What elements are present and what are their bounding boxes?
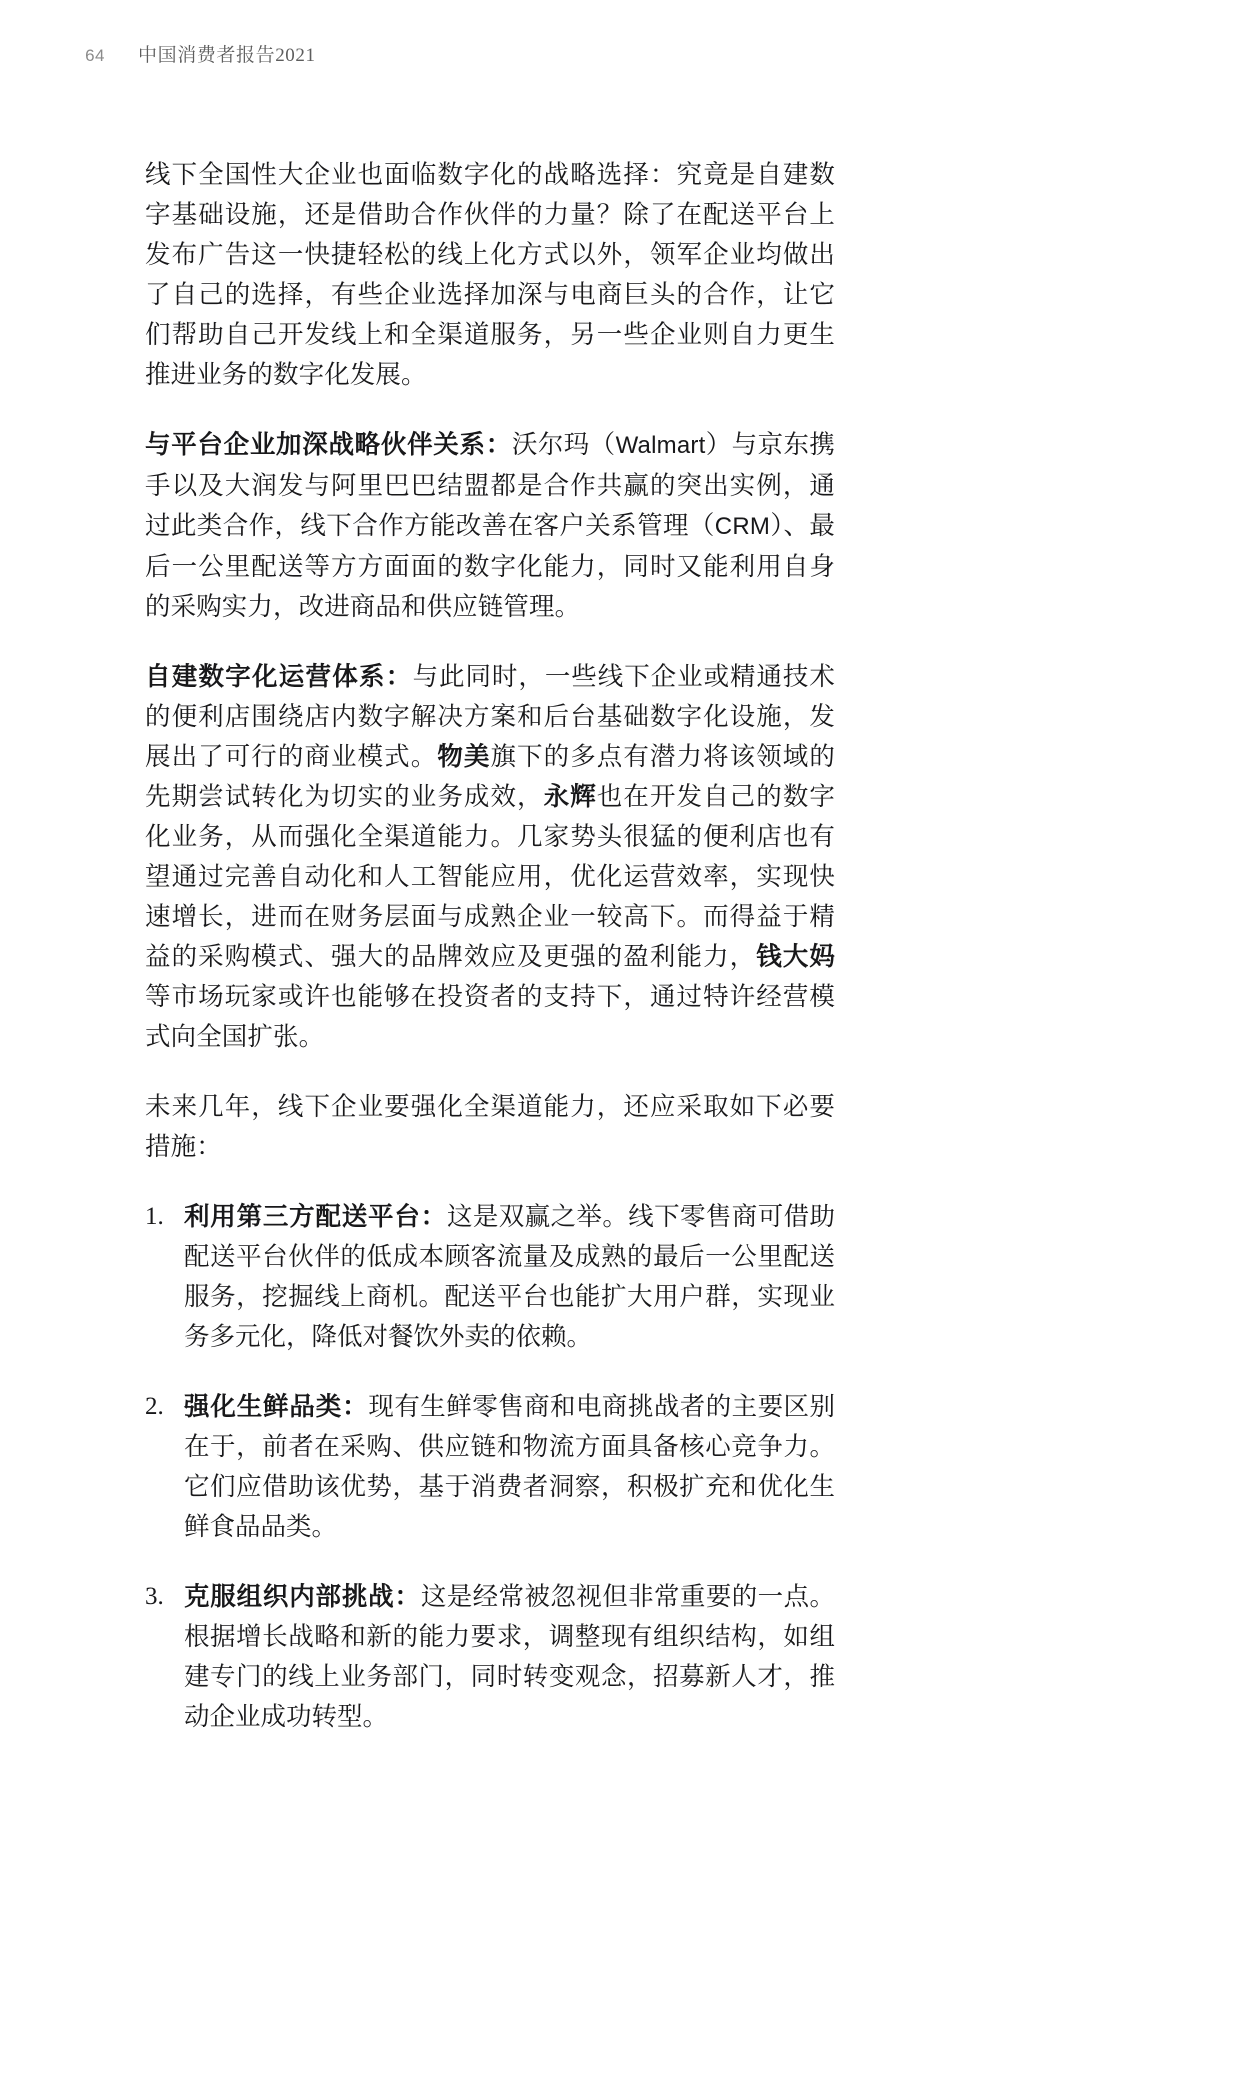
list-item-text: 这是经常被忽视但非常重要的一点。根据增长战略和新的能力要求，调整现有组织结构，如组建专门的线上业务部门，同时转变观念，招募新人才，推动企业成功转型。 [184, 1582, 835, 1731]
brand-qiandama: 钱大妈 [756, 942, 835, 971]
text-column [145, 155, 835, 1737]
list-item [145, 1197, 835, 1357]
text-segment: 等市场玩家或许也能够在投资者的支持下，通过特许经营模式向全国扩张。 [145, 982, 835, 1051]
brand-walmart: Walmart [615, 432, 706, 459]
list-marker: 2. [145, 1393, 164, 1420]
measures-list [145, 1197, 835, 1737]
text-segment: 也在开发自己的数字化业务，从而强化全渠道能力。几家势头很猛的便利店也有望通过完善自动化和人工智能应用，优化运营效率，实现快速增长，进而在财务层面与成熟企业一较高下。而得益于精益的采购模式、强大的品牌效应及更强的盈利能力， [145, 782, 835, 971]
text-segment: ）与京东携手以及大润发与阿里巴巴结盟都是合作共赢的突出实例，通过此类合作，线下合作方能改善在客户关系管理（ [145, 430, 835, 540]
page-header [0, 40, 1248, 74]
paragraph-lead: 与平台企业加深战略伙伴关系： [145, 430, 512, 459]
list-item-text: 这是双赢之举。线下零售商可借助配送平台伙伴的低成本顾客流量及成熟的最后一公里配送服务，挖掘线上商机。配送平台也能扩大用户群，实现业务多元化，降低对餐饮外卖的依赖。 [184, 1202, 835, 1351]
brand-wumart: 物美 [437, 742, 491, 771]
text-segment: 旗下的多点有潜力将该领域的先期尝试转化为切实的业务成效， [145, 742, 835, 811]
paragraph-list-intro: 未来几年，线下企业要强化全渠道能力，还应采取如下必要措施： [145, 1092, 835, 1161]
list-item-lead: 克服组织内部挑战： [184, 1582, 421, 1611]
text-segment: 沃尔玛（ [511, 430, 616, 459]
term-crm: CRM [714, 513, 771, 540]
text-segment: ）、最后一公里配送等方方面面的数字化能力，同时又能利用自身的采购实力，改进商品和供应链管理。 [145, 511, 835, 621]
page-number: 64 [85, 46, 105, 65]
text-segment: 与此同时，一些线下企业或精通技术的便利店围绕店内数字解决方案和后台基础数字化设施，发展出了可行的商业模式。 [145, 662, 835, 771]
list-marker: 3. [145, 1583, 164, 1610]
list-item [145, 1577, 835, 1737]
paragraph-lead: 自建数字化运营体系： [145, 662, 413, 691]
report-title: 中国消费者报告2021 [138, 45, 316, 66]
list-item-text: 现有生鲜零售商和电商挑战者的主要区别在于，前者在采购、供应链和物流方面具备核心竞争力。它们应借助该优势，基于消费者洞察，积极扩充和优化生鲜食品品类。 [184, 1392, 835, 1541]
paragraph-platform-partnership [145, 425, 835, 627]
list-item-lead: 利用第三方配送平台： [184, 1202, 447, 1231]
list-item-lead: 强化生鲜品类： [184, 1392, 369, 1421]
paragraph-self-built-digital [145, 657, 835, 1057]
brand-yonghui: 永辉 [543, 782, 597, 811]
paragraph-intro: 线下全国性大企业也面临数字化的战略选择：究竟是自建数字基础设施，还是借助合作伙伴的力量？除了在配送平台上发布广告这一快捷轻松的线上化方式以外，领军企业均做出了自己的选择，有些企业选择加深与电商巨头的合作，让它们帮助自己开发线上和全渠道服务，另一些企业则自力更生推进业务的数字化发展。 [145, 160, 835, 389]
list-item [145, 1387, 835, 1547]
list-marker: 1. [145, 1203, 164, 1230]
